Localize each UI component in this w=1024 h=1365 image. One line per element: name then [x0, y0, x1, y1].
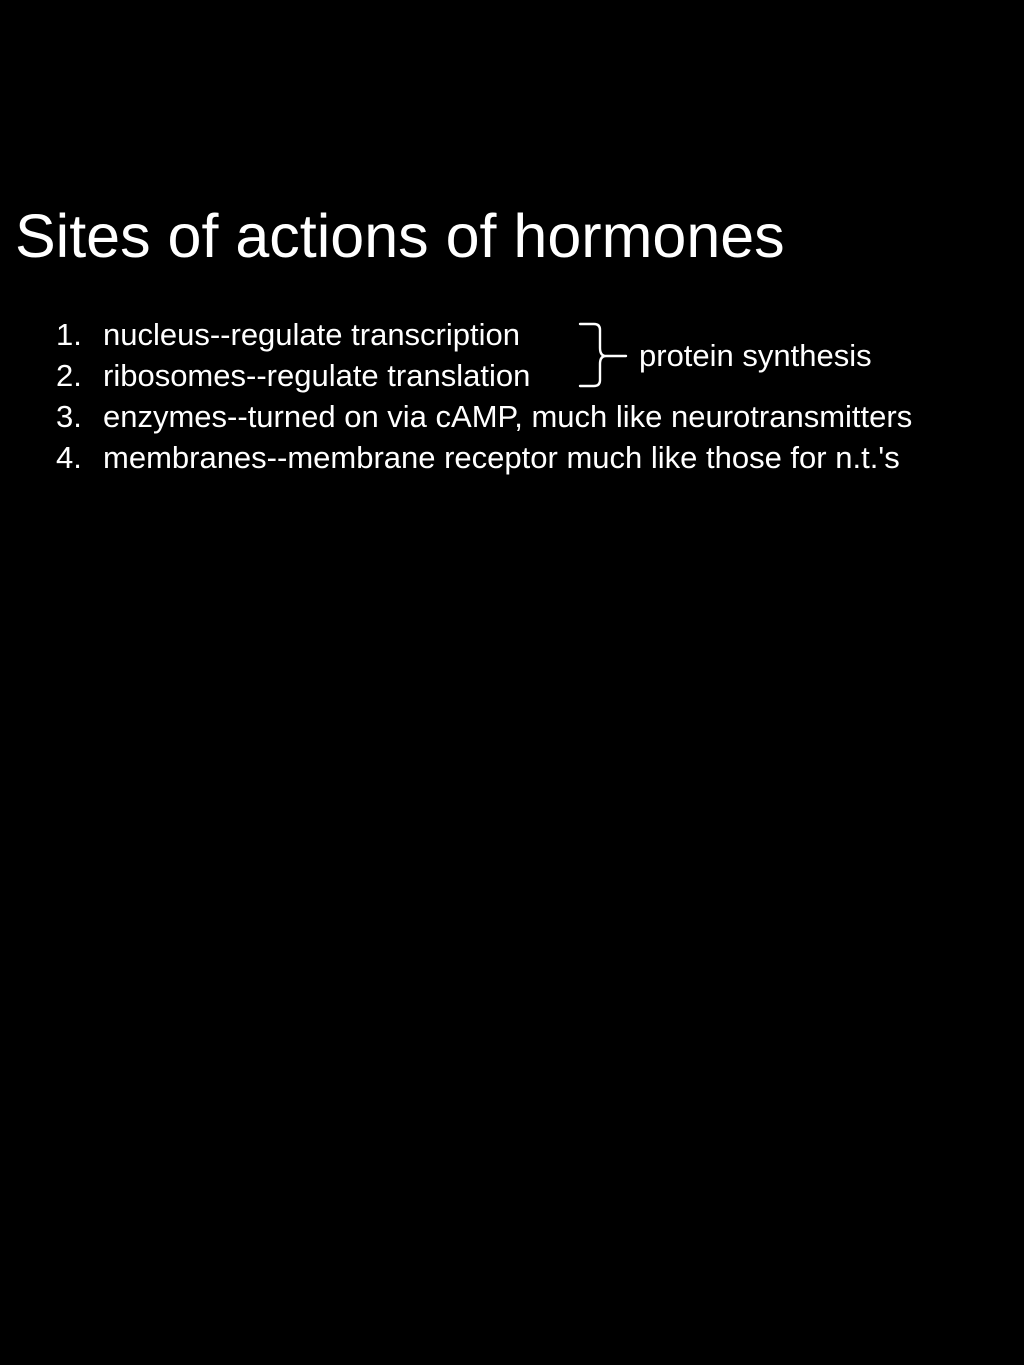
list-item-text: membranes--membrane receptor much like those for n.t.'s	[103, 440, 900, 475]
list-item-text: enzymes--turned on via cAMP, much like neurotransmitters	[103, 399, 913, 434]
right-curly-brace-icon	[570, 318, 630, 390]
slide-title: Sites of actions of hormones	[15, 202, 785, 270]
list-item-text: nucleus--regulate transcription	[103, 317, 520, 352]
list-item-number: 2.	[56, 358, 82, 393]
list-item-text: ribosomes--regulate translation	[103, 358, 531, 393]
list-item-number: 3.	[56, 399, 82, 434]
list-item-number: 4.	[56, 440, 82, 475]
protein-synthesis-note: protein synthesis	[639, 338, 872, 373]
list-item	[56, 396, 912, 437]
list-item	[56, 437, 912, 478]
list-item-number: 1.	[56, 317, 82, 352]
